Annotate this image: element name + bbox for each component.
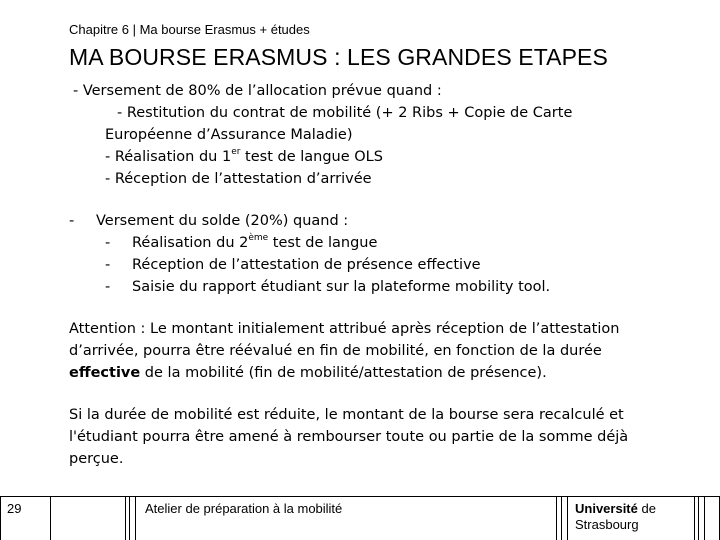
university-label: Université de Strasbourg (575, 501, 656, 532)
section2-intro: Versement du solde (20%) quand : (96, 213, 349, 229)
reduction-line2: l'étudiant pourra être amené à rembourser toute ou partie de la somme déjà (69, 429, 629, 445)
footer-divider (556, 496, 557, 540)
page-number: 29 (7, 501, 22, 516)
section1-item1-line1: - Restitution du contrat de mobilité (+ 2 Ribs + Copie de Carte (117, 105, 573, 121)
section1-intro: - Versement de 80% de l’allocation prévue quand : (73, 83, 442, 99)
section2-dash: - (69, 213, 75, 229)
reduction-line3: perçue. (69, 451, 124, 467)
workshop-label: Atelier de préparation à la mobilité (145, 501, 343, 516)
footer-divider (50, 496, 51, 540)
footer-top-rule (0, 496, 720, 497)
section2-item2: Réception de l’attestation de présence effective (132, 257, 481, 273)
section2-item3: Saisie du rapport étudiant sur la plateforme mobility tool. (132, 279, 551, 295)
footer-divider (125, 496, 126, 540)
attention-line3: effective de la mobilité (fin de mobilité/attestation de présence). (69, 365, 547, 381)
section2-dash-1: - (105, 235, 111, 251)
footer-divider (0, 496, 1, 540)
chapter-label: Chapitre 6 | Ma bourse Erasmus + études (69, 22, 310, 37)
section2-item1: Réalisation du 2ème test de langue (132, 233, 378, 251)
section2-dash-2: - (105, 257, 111, 273)
footer (0, 496, 720, 540)
footer-divider (698, 496, 699, 540)
reduction-line1: Si la durée de mobilité est réduite, le montant de la bourse sera recalculé et (69, 407, 624, 423)
attention-line2: d’arrivée, pourra être réévalué en fin de mobilité, en fonction de la durée (69, 343, 602, 359)
attention-line1: Attention : Le montant initialement attribué après réception de l’attestation (69, 321, 620, 337)
footer-divider (704, 496, 705, 540)
section1-item1-line2: Européenne d’Assurance Maladie) (105, 127, 353, 143)
footer-divider (135, 496, 136, 540)
footer-divider (129, 496, 130, 540)
section2-dash-3: - (105, 279, 111, 295)
section1-item3: - Réception de l’attestation d’arrivée (105, 171, 372, 187)
page-title: MA BOURSE ERASMUS : LES GRANDES ETAPES (69, 44, 608, 70)
footer-divider (561, 496, 562, 540)
section1-item2: - Réalisation du 1er test de langue OLS (105, 147, 383, 165)
footer-divider (567, 496, 568, 540)
footer-divider (694, 496, 695, 540)
